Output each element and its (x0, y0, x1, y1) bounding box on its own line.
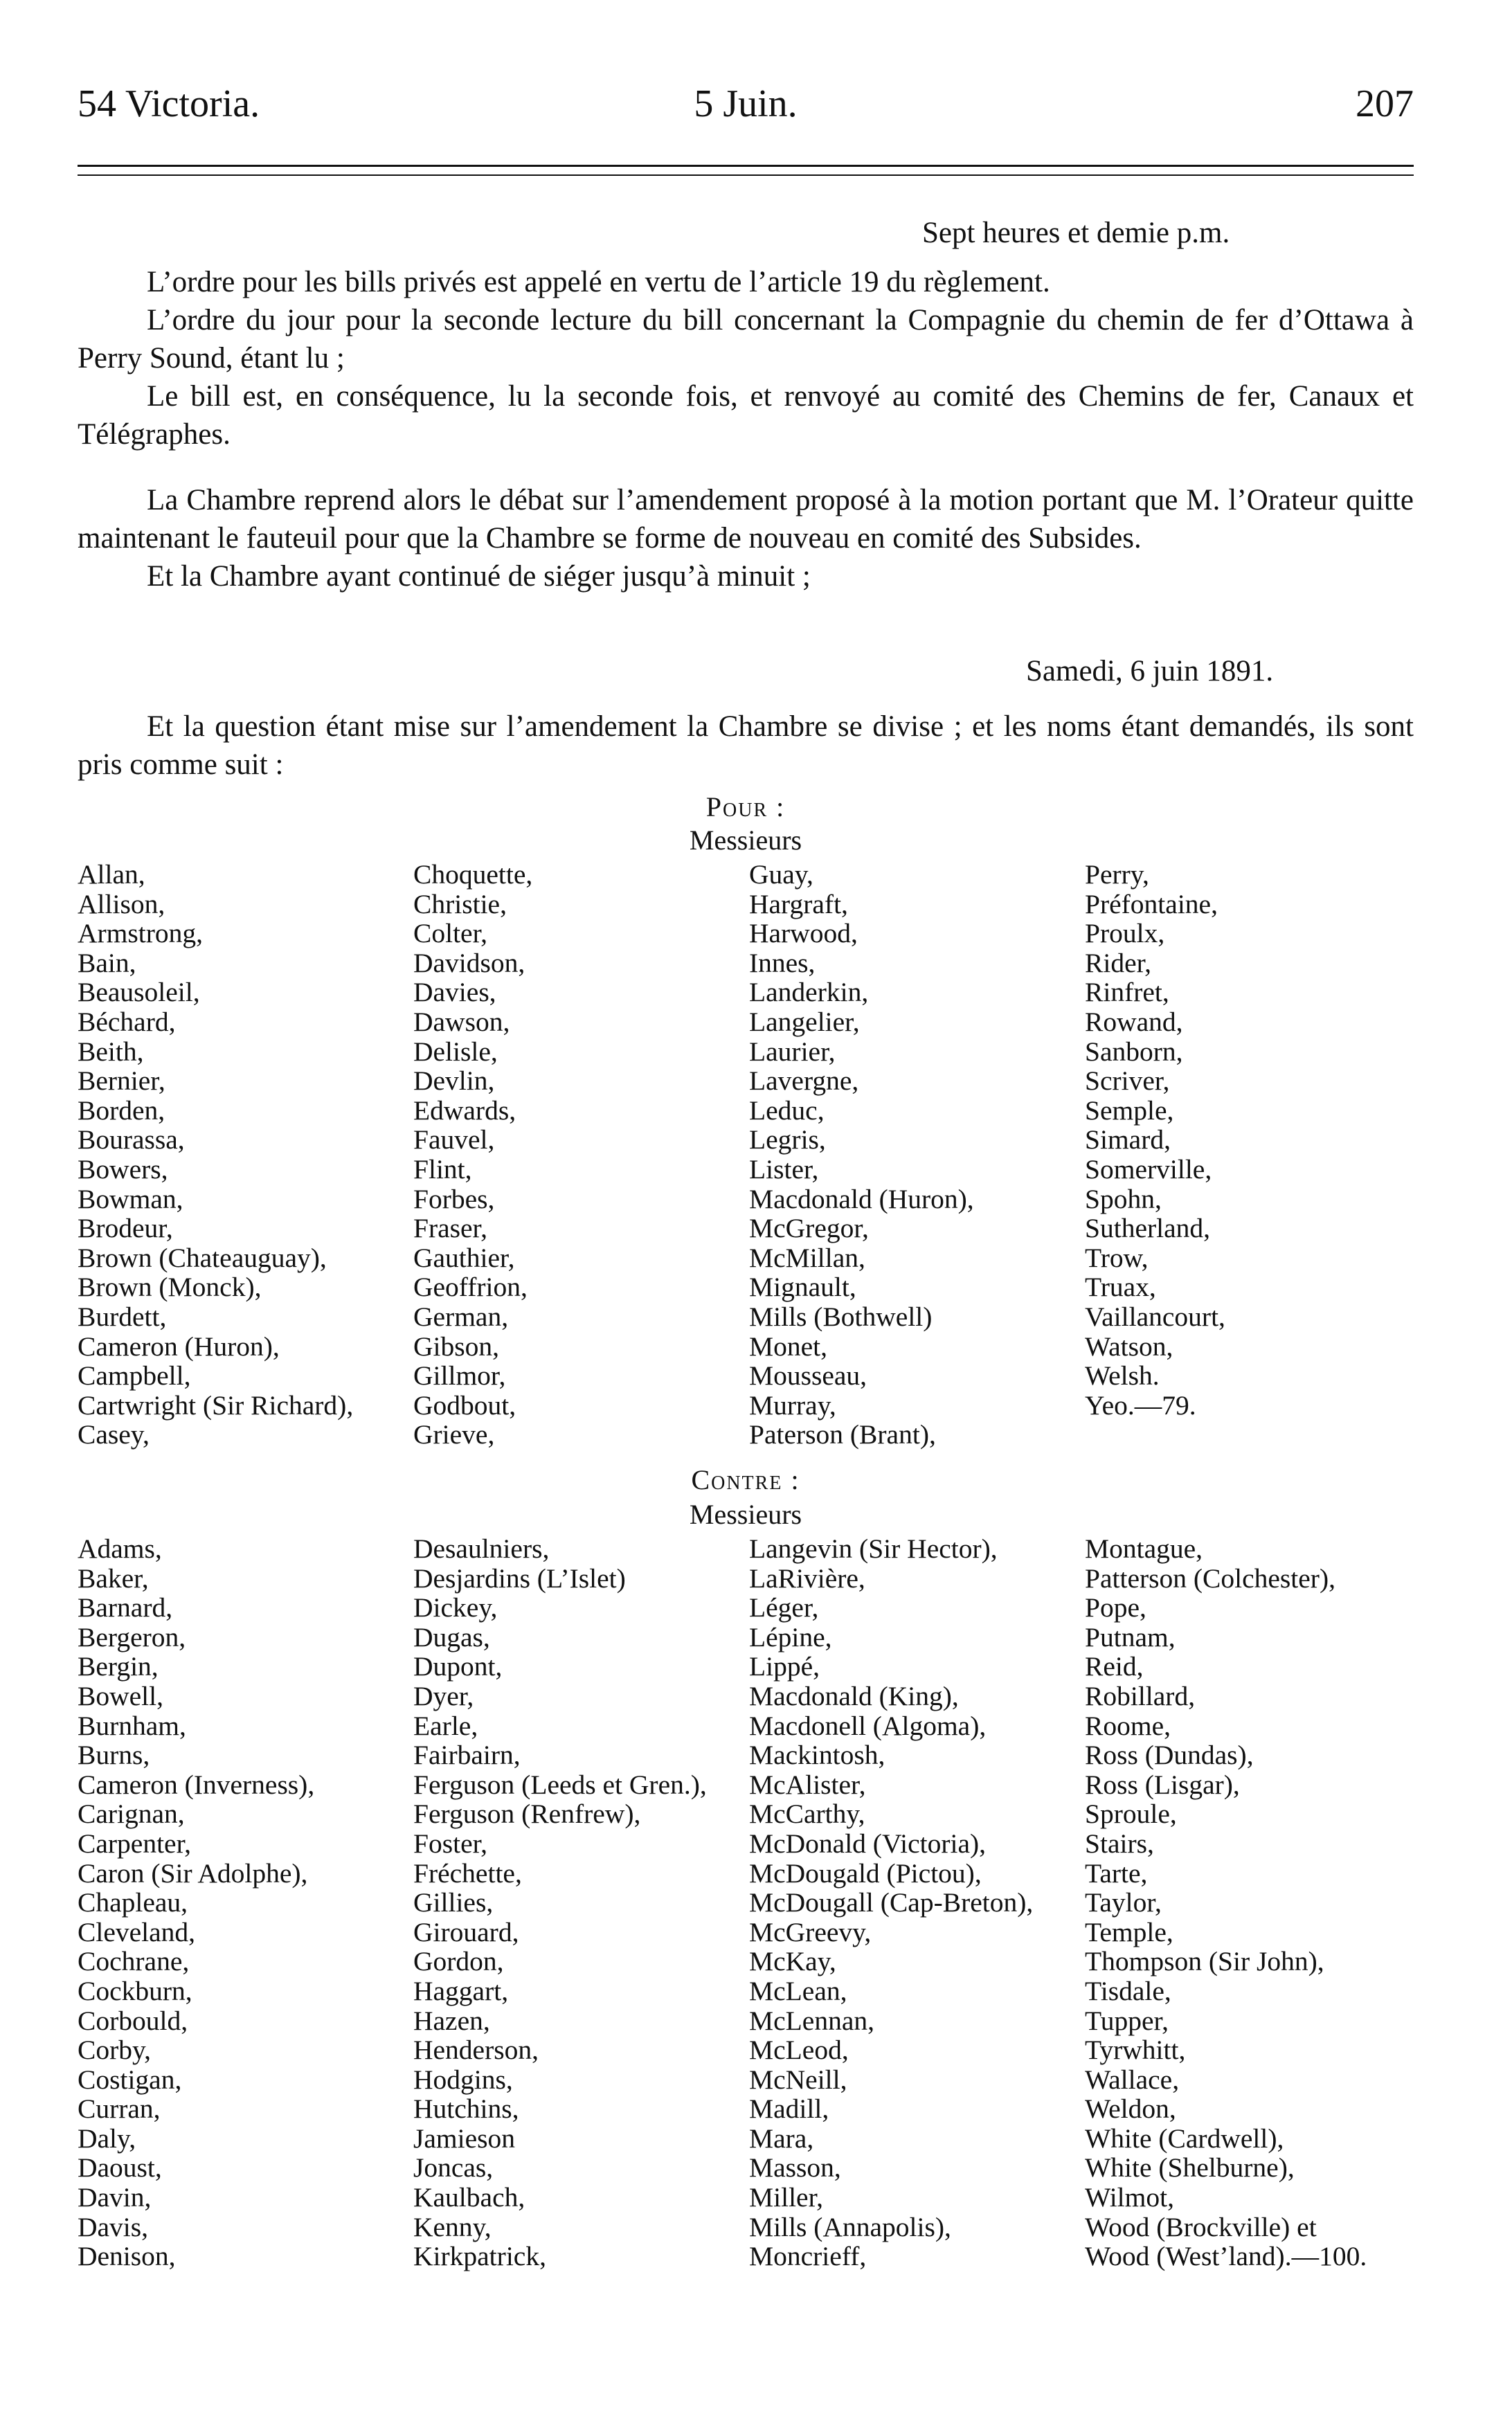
list-item: Sutherland, (1085, 1213, 1211, 1244)
list-item: Hodgins, (413, 2064, 513, 2095)
contre-column-4 (1085, 1534, 1367, 2271)
list-item: Forbes, (413, 1183, 495, 1214)
list-item: McGreevy, (749, 1916, 872, 1947)
list-item: Bergin, (78, 1651, 159, 1682)
list-item: Burns, (78, 1740, 150, 1771)
pour-subheading: Messieurs (689, 825, 802, 856)
list-item: Beith, (78, 1036, 144, 1067)
list-item: Murray, (749, 1389, 836, 1421)
list-item: Masson, (749, 2152, 841, 2183)
list-item: Dupont, (413, 1651, 503, 1682)
contre-column-2 (413, 1534, 707, 2271)
list-item: Mackintosh, (749, 1740, 885, 1771)
list-item: Proulx, (1085, 918, 1165, 949)
list-item: Denison, (78, 2241, 176, 2272)
list-item: Sproule, (1085, 1799, 1177, 1830)
list-item: Cameron (Huron), (78, 1331, 280, 1362)
list-item: Préfontaine, (1085, 888, 1218, 919)
list-item: Devlin, (413, 1065, 495, 1097)
list-item: Borden, (78, 1095, 165, 1126)
list-item: Wilmot, (1085, 2182, 1174, 2213)
list-item: Davies, (413, 977, 496, 1008)
list-item: German, (413, 1301, 509, 1332)
list-item: Carpenter, (78, 1828, 192, 1859)
list-item: Kenny, (413, 2211, 492, 2242)
list-item: Laurier, (749, 1036, 836, 1067)
list-item: Leduc, (749, 1095, 825, 1126)
list-item: Brown (Monck), (78, 1272, 262, 1303)
list-item: Baker, (78, 1562, 149, 1594)
list-item: Tarte, (1085, 1857, 1148, 1889)
list-item: Guay, (749, 859, 813, 890)
list-item: Gordon, (413, 1946, 504, 1977)
list-item: Davidson, (413, 947, 525, 978)
list-item: Langevin (Sir Hector), (749, 1533, 998, 1564)
list-item: Allison, (78, 888, 165, 919)
list-item: Taylor, (1085, 1887, 1162, 1918)
list-item: Kirkpatrick, (413, 2241, 546, 2272)
list-item: Stairs, (1085, 1828, 1154, 1859)
list-item: Putnam, (1085, 1621, 1176, 1652)
list-item: Langelier, (749, 1006, 860, 1037)
paragraph-block-3 (78, 708, 1414, 784)
list-item: Watson, (1085, 1331, 1173, 1362)
list-item: Earle, (413, 1710, 478, 1741)
list-item: McKay, (749, 1946, 836, 1977)
list-item: Dickey, (413, 1592, 498, 1623)
list-item: Christie, (413, 888, 507, 919)
list-item: Bowell, (78, 1680, 163, 1711)
list-item: McDougald (Pictou), (749, 1857, 982, 1889)
list-item: Carignan, (78, 1799, 185, 1830)
list-item: Kaulbach, (413, 2182, 525, 2213)
list-item: Delisle, (413, 1036, 498, 1067)
list-item: Haggart, (413, 1975, 509, 2006)
list-item: McDougall (Cap-Breton), (749, 1887, 1034, 1918)
list-item: Bowman, (78, 1183, 183, 1214)
list-item: Mills (Bothwell) (749, 1301, 933, 1332)
list-item: Wood (West’land).—100. (1085, 2241, 1367, 2272)
list-item: Vaillancourt, (1085, 1301, 1225, 1332)
list-item: Ross (Dundas), (1085, 1740, 1254, 1771)
paragraph-division: Et la question étant mise sur l’amendement la Chambre se divise ; et les noms étant demandés, ils sont pris comme suit : (78, 710, 1414, 781)
list-item: Gibson, (413, 1331, 499, 1362)
list-item: Godbout, (413, 1389, 516, 1421)
paragraph-bill-referred: Le bill est, en conséquence, lu la seconde fois, et renvoyé au comité des Chemins de fer, Canaux et Télégraphes. (78, 380, 1414, 451)
list-item: Bourassa, (78, 1124, 185, 1155)
list-item: Corbould, (78, 2005, 188, 2036)
list-item: Brown (Chateauguay), (78, 1242, 327, 1273)
list-item: Girouard, (413, 1916, 519, 1947)
pour-heading: Pour : (705, 791, 786, 822)
list-item: Rowand, (1085, 1006, 1183, 1037)
running-header (78, 82, 1414, 130)
pour-list (78, 860, 1414, 1455)
list-item: Yeo.—79. (1085, 1389, 1196, 1421)
list-item: Barnard, (78, 1592, 173, 1623)
list-item: Wallace, (1085, 2064, 1180, 2095)
header-rule-thin (78, 174, 1414, 176)
list-item: Costigan, (78, 2064, 182, 2095)
list-item: Scriver, (1085, 1065, 1170, 1097)
list-item: Geoffrion, (413, 1272, 528, 1303)
list-item: Thompson (Sir John), (1085, 1946, 1324, 1977)
pour-column-3 (749, 860, 974, 1450)
list-item: McLean, (749, 1975, 847, 2006)
list-item: Beausoleil, (78, 977, 200, 1008)
list-item: Flint, (413, 1153, 472, 1185)
list-item: McLennan, (749, 2005, 874, 2036)
list-item: Patterson (Colchester), (1085, 1562, 1335, 1594)
list-item: Lavergne, (749, 1065, 859, 1097)
list-item: Weldon, (1085, 2093, 1176, 2125)
contre-list (78, 1534, 1414, 2282)
list-item: Gauthier, (413, 1242, 515, 1273)
contre-column-3 (749, 1534, 1033, 2271)
list-item: Mignault, (749, 1272, 856, 1303)
list-item: McCarthy, (749, 1799, 865, 1830)
list-item: Fairbairn, (413, 1740, 521, 1771)
list-item: Rinfret, (1085, 977, 1169, 1008)
list-item: Tyrwhitt, (1085, 2035, 1186, 2066)
list-item: Davin, (78, 2182, 152, 2213)
list-item: Rider, (1085, 947, 1152, 978)
list-item: Perry, (1085, 859, 1149, 890)
list-item: Ferguson (Leeds et Gren.), (413, 1769, 707, 1800)
list-item: Bain, (78, 947, 136, 978)
list-item: Foster, (413, 1828, 488, 1859)
page-number: 207 (1356, 82, 1414, 125)
list-item: Cameron (Inverness), (78, 1769, 315, 1800)
list-item: Dugas, (413, 1621, 490, 1652)
list-item: Choquette, (413, 859, 533, 890)
list-item: Daoust, (78, 2152, 162, 2183)
list-item: Gillies, (413, 1887, 494, 1918)
list-item: Bowers, (78, 1153, 168, 1185)
list-item: Armstrong, (78, 918, 204, 949)
list-item: Allan, (78, 859, 145, 890)
list-item: Campbell, (78, 1360, 191, 1391)
list-item: McLeod, (749, 2035, 849, 2066)
list-item: Edwards, (413, 1095, 516, 1126)
header-rule-thick (78, 165, 1414, 167)
paragraph-block-1 (78, 263, 1414, 453)
list-item: Grieve, (413, 1419, 495, 1450)
list-item: Burnham, (78, 1710, 186, 1741)
list-item: Dawson, (413, 1006, 510, 1037)
list-item: Curran, (78, 2093, 161, 2125)
list-item: McAlister, (749, 1769, 866, 1800)
list-item: Reid, (1085, 1651, 1144, 1682)
pour-column-2 (413, 860, 532, 1450)
contre-column-1 (78, 1534, 314, 2271)
list-item: Monet, (749, 1331, 828, 1362)
paragraph-sitting-continued: Et la Chambre ayant continué de siéger jusqu’à minuit ; (147, 560, 811, 593)
list-item: Bernier, (78, 1065, 165, 1097)
list-item: Desaulniers, (413, 1533, 550, 1564)
list-item: Fraser, (413, 1213, 488, 1244)
list-item: Cochrane, (78, 1946, 190, 1977)
list-item: Henderson, (413, 2035, 539, 2066)
time-label: Sept heures et demie p.m. (922, 217, 1230, 249)
list-item: Colter, (413, 918, 488, 949)
list-item: Caron (Sir Adolphe), (78, 1857, 308, 1889)
list-item: Casey, (78, 1419, 150, 1450)
list-item: Moncrieff, (749, 2241, 867, 2272)
list-item: Cockburn, (78, 1975, 192, 2006)
list-item: Macdonald (Huron), (749, 1183, 974, 1214)
list-item: Cleveland, (78, 1916, 196, 1947)
list-item: White (Cardwell), (1085, 2123, 1284, 2154)
list-item: Corby, (78, 2035, 152, 2066)
list-item: Lippé, (749, 1651, 820, 1682)
list-item: Trow, (1085, 1242, 1149, 1273)
list-item: Welsh. (1085, 1360, 1160, 1391)
list-item: Fréchette, (413, 1857, 522, 1889)
list-item: Madill, (749, 2093, 829, 2125)
list-item: Sanborn, (1085, 1036, 1183, 1067)
list-item: McDonald (Victoria), (749, 1828, 987, 1859)
list-item: White (Shelburne), (1085, 2152, 1295, 2183)
list-item: Ross (Lisgar), (1085, 1769, 1240, 1800)
paragraph-debate-resumed: La Chambre reprend alors le débat sur l’amendement proposé à la motion portant que M. l’Orateur quitte maintenant le fauteuil pour que la Chambre se forme de nouveau en comité des Subsides. (78, 484, 1414, 555)
list-item: Lister, (749, 1153, 819, 1185)
list-item: Léger, (749, 1592, 819, 1623)
list-item: Harwood, (749, 918, 858, 949)
list-item: Macdonell (Algoma), (749, 1710, 987, 1741)
list-item: Semple, (1085, 1095, 1174, 1126)
list-item: Burdett, (78, 1301, 167, 1332)
paragraph-order-of-day: L’ordre du jour pour la seconde lecture du bill concernant la Compagnie du chemin de fer d’Ottawa à Perry Sound, étant lu ; (78, 304, 1414, 375)
list-item: Wood (Brockville) et (1085, 2211, 1317, 2242)
list-item: Cartwright (Sir Richard), (78, 1389, 354, 1421)
list-item: Desjardins (L’Islet) (413, 1562, 626, 1594)
list-item: Chapleau, (78, 1887, 188, 1918)
paragraph-private-bills: L’ordre pour les bills privés est appelé en vertu de l’article 19 du règlement. (147, 266, 1050, 298)
list-item: Adams, (78, 1533, 162, 1564)
list-item: Dyer, (413, 1680, 474, 1711)
list-item: Innes, (749, 947, 816, 978)
list-item: Temple, (1085, 1916, 1173, 1947)
list-item: Miller, (749, 2182, 824, 2213)
paragraph-block-2 (78, 481, 1414, 595)
list-item: Davis, (78, 2211, 149, 2242)
list-item: Tisdale, (1085, 1975, 1171, 2006)
contre-heading: Contre : (691, 1464, 800, 1495)
list-item: Montague, (1085, 1533, 1203, 1564)
list-item: Mills (Annapolis), (749, 2211, 951, 2242)
list-item: Mousseau, (749, 1360, 867, 1391)
list-item: Somerville, (1085, 1153, 1212, 1185)
date-label: Samedi, 6 juin 1891. (1026, 655, 1274, 687)
list-item: Hutchins, (413, 2093, 519, 2125)
header-regnal-year: 54 Victoria. (78, 82, 260, 125)
list-item: Legris, (749, 1124, 826, 1155)
list-item: Landerkin, (749, 977, 869, 1008)
header-date: 5 Juin. (694, 82, 798, 125)
list-item: Truax, (1085, 1272, 1156, 1303)
journal-page (78, 0, 1414, 2414)
list-item: Paterson (Brant), (749, 1419, 936, 1450)
list-item: McMillan, (749, 1242, 865, 1273)
list-item: Simard, (1085, 1124, 1171, 1155)
list-item: Béchard, (78, 1006, 176, 1037)
list-item: McNeill, (749, 2064, 847, 2095)
list-item: Hazen, (413, 2005, 490, 2036)
list-item: Fauvel, (413, 1124, 495, 1155)
list-item: Tupper, (1085, 2005, 1169, 2036)
list-item: Mara, (749, 2123, 814, 2154)
pour-column-4 (1085, 860, 1225, 1420)
list-item: Spohn, (1085, 1183, 1162, 1214)
pour-column-1 (78, 860, 353, 1450)
list-item: Daly, (78, 2123, 136, 2154)
list-item: Roome, (1085, 1710, 1171, 1741)
list-item: LaRivière, (749, 1562, 865, 1594)
contre-subheading: Messieurs (689, 1499, 802, 1530)
list-item: Brodeur, (78, 1213, 173, 1244)
list-item: Lépine, (749, 1621, 832, 1652)
list-item: Hargraft, (749, 888, 848, 919)
list-item: McGregor, (749, 1213, 869, 1244)
list-item: Bergeron, (78, 1621, 186, 1652)
list-item: Pope, (1085, 1592, 1146, 1623)
list-item: Robillard, (1085, 1680, 1196, 1711)
list-item: Macdonald (King), (749, 1680, 959, 1711)
list-item: Joncas, (413, 2152, 494, 2183)
list-item: Gillmor, (413, 1360, 506, 1391)
list-item: Ferguson (Renfrew), (413, 1799, 641, 1830)
list-item: Jamieson (413, 2123, 516, 2154)
